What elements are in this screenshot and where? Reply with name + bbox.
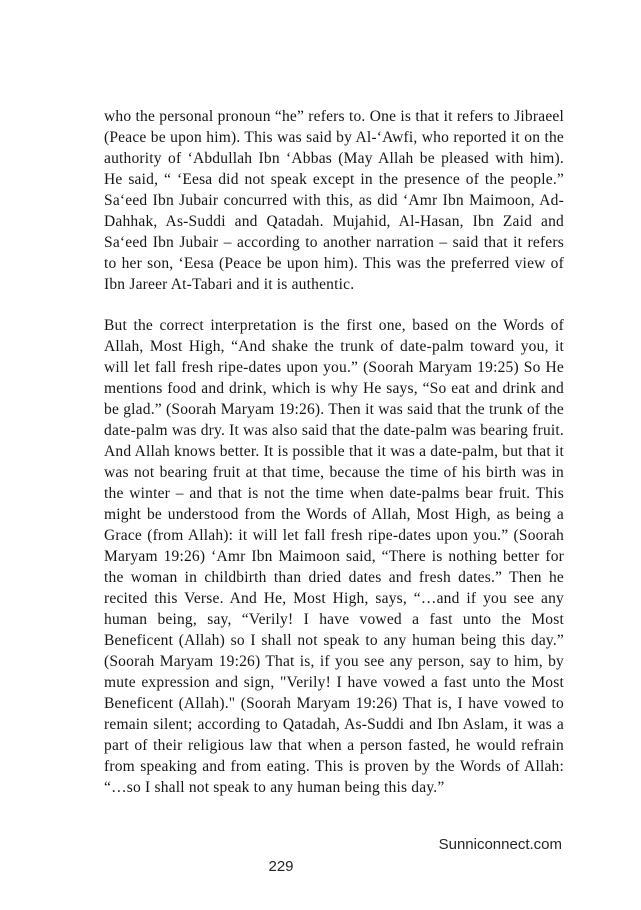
website-credit: Sunniconnect.com	[438, 836, 562, 853]
page-body-text	[104, 106, 564, 798]
paragraph-correct-interpretation: But the correct interpretation is the first one, based on the Words of Allah, Most High, “And shake the trunk of date-palm toward you, it will let fall fresh ripe-dates upon you.” (Soorah Maryam 19:25) So He mentions food and drink, which is why He says, “So eat and drink and be glad.” (Soorah Maryam 19:26). Then it was said that the trunk of the date-palm was dry. It was also said that the date-palm was bearing fruit. And Allah knows better. It is possible that it was a date-palm, but that it was not bearing fruit at that time, because the time of his birth was in the winter – and that is not the time when date-palms bear fruit. This might be understood from the Words of Allah, Most High, as being a Grace (from Allah): it will let fall fresh ripe-dates upon you.” (Soorah Maryam 19:26) ‘Amr Ibn Maimoon said, “There is nothing better for the woman in childbirth than dried dates and fresh dates.” Then he recited this Verse. And He, Most High, says, “…and if you see any human being, say, “Verily! I have vowed a fast unto the Most Beneficent (Allah) so I shall not speak to any human being this day.” (Soorah Maryam 19:26) That is, if you see any person, say to him, by mute expression and sign, "Verily! I have vowed a fast unto the Most Beneficent (Allah)." (Soorah Maryam 19:26) That is, I have vowed to remain silent; according to Qatadah, As-Suddi and Ibn Aslam, it was a part of their religious law that when a person fasted, he would refrain from speaking and from eating. This is proven by the Words of Allah: “…so I shall not speak to any human being this day.”	[104, 317, 564, 796]
paragraph-pronoun-interpretations: who the personal pronoun “he” refers to. One is that it refers to Jibraeel (Peace be upon him). This was said by Al-‘Awfi, who reported it on the authority of ‘Abdullah Ibn ‘Abbas (May Allah be pleased with him). He said, “ ‘Eesa did not speak except in the presence of the people.” Sa‘eed Ibn Jubair concurred with this, as did ‘Amr Ibn Maimoon, Ad-Dahhak, As-Suddi and Qatadah. Mujahid, Al-Hasan, Ibn Zaid and Sa‘eed Ibn Jubair – according to another narration – said that it refers to her son, ‘Eesa (Peace be upon him). This was the preferred view of Ibn Jareer At-Tabari and it is authentic.	[104, 108, 564, 293]
page-number: 229	[268, 858, 294, 875]
